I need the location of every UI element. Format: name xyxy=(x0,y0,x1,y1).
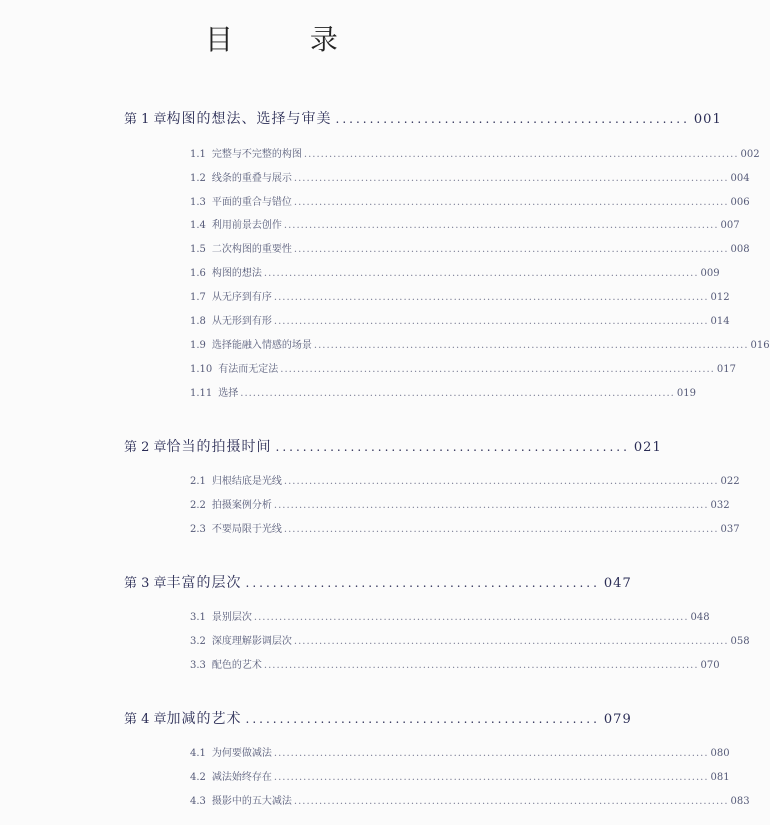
section-number: 1.2 xyxy=(190,173,206,184)
section-number: 2.2 xyxy=(190,500,206,511)
section-title: 景别层次 xyxy=(211,612,252,623)
leader-dots: ........................................................................................................ xyxy=(293,173,729,184)
section-number: 1.8 xyxy=(190,316,206,327)
chapter-number: 第 3 章 xyxy=(124,576,167,591)
section-entry[interactable] xyxy=(190,264,720,282)
chapter-3-entry[interactable] xyxy=(124,572,632,594)
section-page: 014 xyxy=(710,316,730,327)
section-entry[interactable] xyxy=(190,288,730,306)
section-page: 004 xyxy=(730,173,750,184)
section-title: 深度理解影调层次 xyxy=(211,636,292,647)
section-entry[interactable] xyxy=(190,632,750,650)
section-number: 1.3 xyxy=(190,197,206,208)
chapter-number: 第 2 章 xyxy=(124,440,167,455)
section-number: 2.3 xyxy=(190,524,206,535)
section-page: 012 xyxy=(710,292,730,303)
leader-dots: ........................................................................................................ xyxy=(293,197,729,208)
section-title: 线条的重叠与展示 xyxy=(211,173,292,184)
section-title: 选择能融入情感的场景 xyxy=(211,340,312,351)
section-entry[interactable] xyxy=(190,240,750,258)
section-title: 平面的重合与错位 xyxy=(211,197,292,208)
section-page: 070 xyxy=(700,660,720,671)
section-entry[interactable] xyxy=(190,216,740,234)
section-page: 008 xyxy=(730,244,750,255)
chapter-page: 001 xyxy=(693,112,722,127)
leader-dots: ........................................................................................................ xyxy=(253,612,689,623)
section-entry[interactable] xyxy=(190,336,770,354)
chapter-title: 加减的艺术 xyxy=(166,711,242,727)
section-page: 022 xyxy=(720,476,740,487)
section-number: 4.3 xyxy=(190,796,206,807)
leader-dots: ........................................................................................................ xyxy=(283,476,719,487)
section-page: 002 xyxy=(740,149,760,160)
section-page: 080 xyxy=(710,748,730,759)
chapter-number: 第 4 章 xyxy=(124,712,167,727)
section-title: 配色的艺术 xyxy=(211,660,262,671)
section-page: 019 xyxy=(676,388,696,399)
leader-dots: ........................................................................................................ xyxy=(273,500,709,511)
section-page: 058 xyxy=(730,636,750,647)
section-entry[interactable] xyxy=(190,472,740,490)
section-number: 1.11 xyxy=(190,388,213,399)
section-number: 1.1 xyxy=(190,149,206,160)
leader-dots: ........................................................................................................ xyxy=(240,388,675,399)
leader-dots: ........................................................................................................ xyxy=(263,268,699,279)
section-number: 3.1 xyxy=(190,612,206,623)
leader-dots: ........................................................................................................ xyxy=(280,364,715,375)
chapter-page: 021 xyxy=(633,440,662,455)
section-page: 006 xyxy=(730,197,750,208)
leader-dots: .................................................... xyxy=(275,440,630,454)
leader-dots: ........................................................................................................ xyxy=(273,316,709,327)
section-number: 2.1 xyxy=(190,476,206,487)
section-number: 1.10 xyxy=(190,364,213,375)
section-number: 3.3 xyxy=(190,660,206,671)
section-entry[interactable] xyxy=(190,384,696,402)
chapter-page: 047 xyxy=(603,576,632,591)
section-number: 1.7 xyxy=(190,292,206,303)
chapter-number: 第 1 章 xyxy=(124,112,167,127)
section-number: 1.6 xyxy=(190,268,206,279)
leader-dots: .................................................... xyxy=(245,712,600,726)
section-entry[interactable] xyxy=(190,768,730,786)
leader-dots: ........................................................................................................ xyxy=(273,772,709,783)
section-title: 选择 xyxy=(218,388,239,399)
section-page: 007 xyxy=(720,220,740,231)
section-title: 利用前景去创作 xyxy=(211,220,282,231)
section-title: 二次构图的重要性 xyxy=(211,244,292,255)
section-entry[interactable] xyxy=(190,496,730,514)
section-title: 从无序到有序 xyxy=(211,292,272,303)
leader-dots: ........................................................................................................ xyxy=(313,340,749,351)
leader-dots: ........................................................................................................ xyxy=(273,292,709,303)
section-page: 016 xyxy=(750,340,770,351)
section-number: 4.2 xyxy=(190,772,206,783)
section-title: 减法始终存在 xyxy=(211,772,272,783)
section-title: 归根结底是光线 xyxy=(211,476,282,487)
section-entry[interactable] xyxy=(190,193,750,211)
chapter-1-entry[interactable] xyxy=(124,108,722,130)
section-page: 037 xyxy=(720,524,740,535)
leader-dots: ........................................................................................................ xyxy=(293,796,729,807)
leader-dots: ........................................................................................................ xyxy=(263,660,699,671)
chapter-title: 恰当的拍摄时间 xyxy=(166,439,272,455)
section-title: 从无形到有形 xyxy=(211,316,272,327)
leader-dots: ........................................................................................................ xyxy=(303,149,739,160)
leader-dots: .................................................... xyxy=(245,576,600,590)
section-title: 构图的想法 xyxy=(211,268,262,279)
leader-dots: ........................................................................................................ xyxy=(293,636,729,647)
section-entry[interactable] xyxy=(190,744,730,762)
chapter-title: 构图的想法、选择与审美 xyxy=(166,111,332,127)
section-entry[interactable] xyxy=(190,360,736,378)
section-page: 081 xyxy=(710,772,730,783)
chapter-title: 丰富的层次 xyxy=(166,575,242,591)
section-number: 4.1 xyxy=(190,748,206,759)
section-title: 拍摄案例分析 xyxy=(211,500,272,511)
section-title: 为何要做减法 xyxy=(211,748,272,759)
leader-dots: ........................................................................................................ xyxy=(283,524,719,535)
leader-dots: ........................................................................................................ xyxy=(273,748,709,759)
section-title: 不要局限于光线 xyxy=(211,524,282,535)
section-title: 完整与不完整的构图 xyxy=(211,149,302,160)
section-number: 3.2 xyxy=(190,636,206,647)
section-entry[interactable] xyxy=(190,520,740,538)
section-page: 083 xyxy=(730,796,750,807)
leader-dots: ........................................................................................................ xyxy=(283,220,719,231)
section-page: 017 xyxy=(716,364,736,375)
section-page: 009 xyxy=(700,268,720,279)
chapter-2-entry[interactable] xyxy=(124,436,662,458)
section-number: 1.9 xyxy=(190,340,206,351)
section-page: 032 xyxy=(710,500,730,511)
section-title: 有法而无定法 xyxy=(218,364,279,375)
section-entry[interactable] xyxy=(190,312,730,330)
section-number: 1.5 xyxy=(190,244,206,255)
section-title: 摄影中的五大减法 xyxy=(211,796,292,807)
section-entry[interactable] xyxy=(190,145,760,163)
chapter-4-entry[interactable] xyxy=(124,708,632,730)
section-page: 048 xyxy=(690,612,710,623)
section-entry[interactable] xyxy=(190,656,720,674)
chapter-page: 079 xyxy=(603,712,632,727)
section-number: 1.4 xyxy=(190,220,206,231)
section-entry[interactable] xyxy=(190,792,750,810)
section-entry[interactable] xyxy=(190,608,710,626)
page-title: 目 录 xyxy=(205,23,372,56)
section-entry[interactable] xyxy=(190,169,750,187)
leader-dots: .................................................... xyxy=(335,112,690,126)
leader-dots: ........................................................................................................ xyxy=(293,244,729,255)
